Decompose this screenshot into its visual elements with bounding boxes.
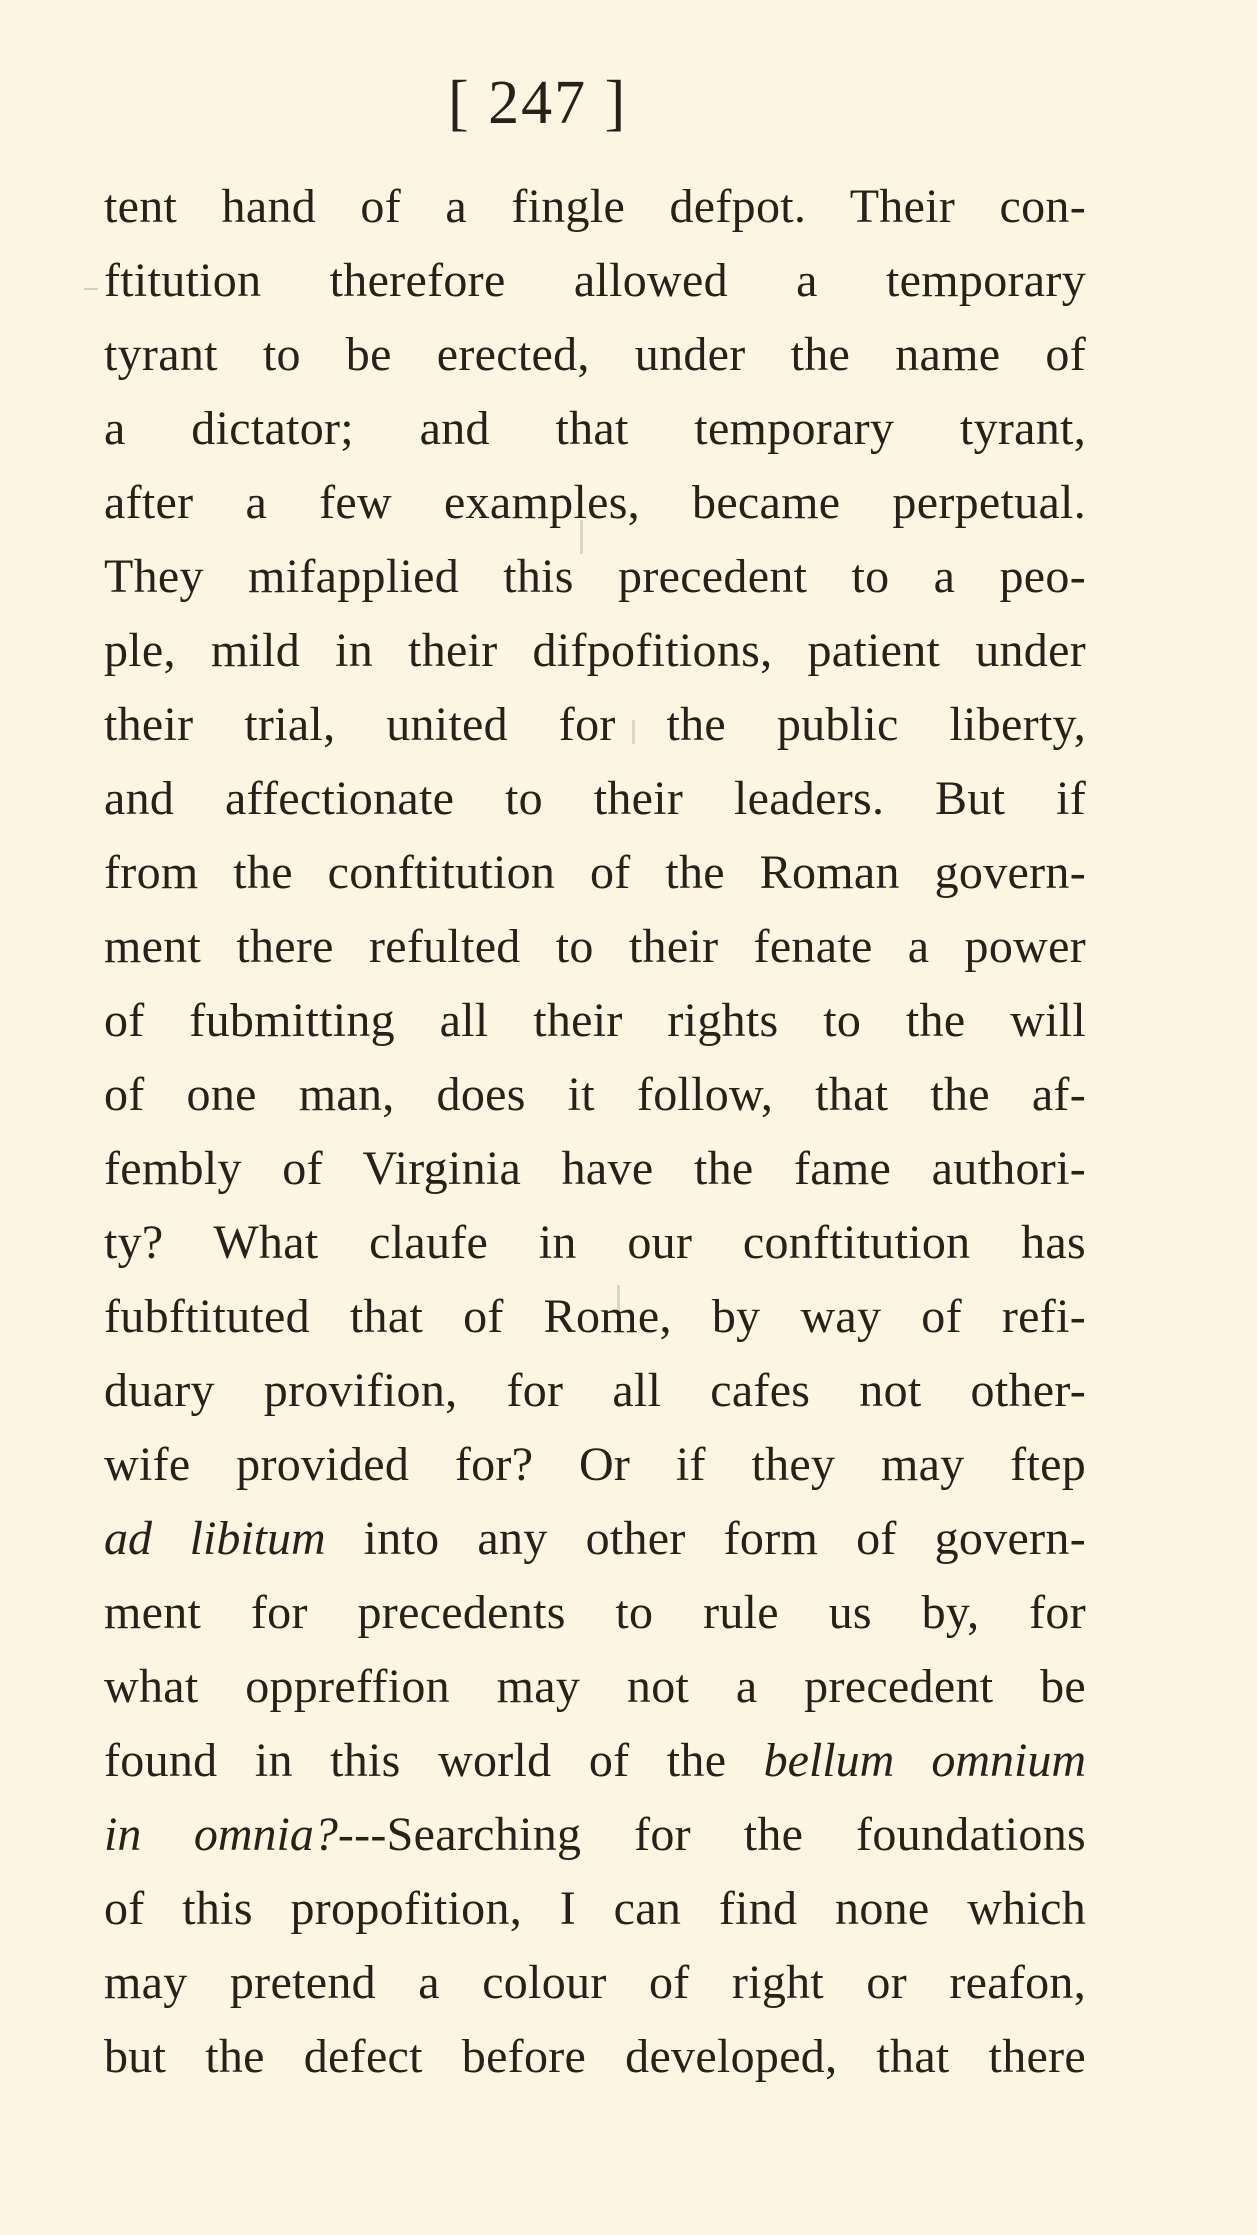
text-line <box>104 170 1086 244</box>
text-line <box>104 614 1086 688</box>
text-segment: ple, mild in their difpofitions, patient under <box>104 624 1086 677</box>
text-segment: ty? What claufe in our conftitution has <box>104 1216 1086 1269</box>
text-segment: fubftituted that of Rome, by way of refi- <box>104 1290 1086 1343</box>
text-segment: tyrant to be erected, under the name of <box>104 328 1086 381</box>
text-segment: what oppreffion may not a precedent be <box>104 1660 1086 1713</box>
text-line <box>104 392 1086 466</box>
text-line <box>104 1206 1086 1280</box>
page-body-text <box>104 170 1086 2094</box>
text-segment: They mifapplied this precedent to a peo- <box>104 550 1086 603</box>
text-segment: ment there refulted to their fenate a power <box>104 920 1086 973</box>
text-line <box>104 1132 1086 1206</box>
text-segment: ---Searching for the foundations <box>337 1808 1087 1861</box>
text-segment: ftitution therefore allowed a temporary <box>104 254 1086 307</box>
text-line <box>104 1946 1086 2020</box>
text-segment: may pretend a colour of right or reafon, <box>104 1956 1086 2009</box>
text-line <box>104 984 1086 1058</box>
text-line <box>104 1280 1086 1354</box>
text-line <box>104 540 1086 614</box>
text-line <box>104 1354 1086 1428</box>
text-line <box>104 688 1086 762</box>
italic-text: ad libitum <box>104 1512 326 1565</box>
text-line <box>104 910 1086 984</box>
text-line <box>104 1798 1086 1872</box>
text-segment: fembly of Virginia have the fame authori- <box>104 1142 1086 1195</box>
text-line <box>104 762 1086 836</box>
text-segment: after a few examples, became perpetual. <box>104 476 1086 529</box>
text-segment: from the conftitution of the Roman govern- <box>104 846 1086 899</box>
text-line <box>104 1058 1086 1132</box>
text-line <box>104 318 1086 392</box>
text-line <box>104 466 1086 540</box>
text-segment: into any other form of govern- <box>325 1512 1086 1565</box>
text-segment: of one man, does it follow, that the af- <box>104 1068 1086 1121</box>
text-line <box>104 836 1086 910</box>
text-line <box>104 1650 1086 1724</box>
text-line <box>104 1872 1086 1946</box>
italic-text: bellum omnium <box>763 1734 1086 1787</box>
text-line <box>104 244 1086 318</box>
text-segment: tent hand of a fingle defpot. Their con- <box>104 180 1086 233</box>
text-segment: but the defect before developed, that there <box>104 2030 1086 2083</box>
margin-mark <box>84 288 98 290</box>
text-segment: wife provided for? Or if they may ftep <box>104 1438 1086 1491</box>
text-segment: duary provifion, for all cafes not other- <box>104 1364 1086 1417</box>
text-segment: their trial, united for the public liberty, <box>104 698 1086 751</box>
text-segment: found in this world of the <box>104 1734 764 1787</box>
text-segment: a dictator; and that temporary tyrant, <box>104 402 1086 455</box>
text-line <box>104 2020 1086 2094</box>
text-line <box>104 1576 1086 1650</box>
page-number-header: [ 247 ] <box>448 69 628 137</box>
text-segment: of this propofition, I can find none which <box>104 1882 1086 1935</box>
text-line <box>104 1502 1086 1576</box>
text-segment: of fubmitting all their rights to the will <box>104 994 1086 1047</box>
text-line <box>104 1428 1086 1502</box>
italic-text: in omnia? <box>104 1808 338 1861</box>
text-segment: and affectionate to their leaders. But if <box>104 772 1086 825</box>
text-segment: ment for precedents to rule us by, for <box>104 1586 1086 1639</box>
text-line <box>104 1724 1086 1798</box>
